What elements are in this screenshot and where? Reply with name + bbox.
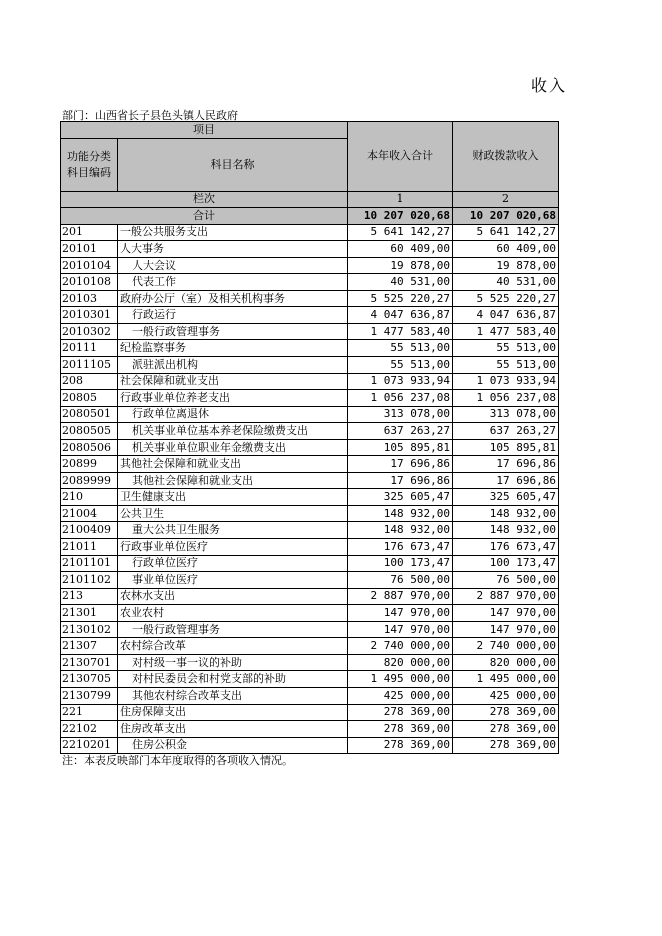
row-fiscal-income: 278 369,00 xyxy=(453,704,559,721)
row-fiscal-income: 278 369,00 xyxy=(453,721,559,738)
column-number-2: 2 xyxy=(453,191,559,208)
row-name: 农业农村 xyxy=(118,605,348,622)
table-row xyxy=(61,489,559,506)
row-code: 21307 xyxy=(61,638,118,655)
row-code: 2130705 xyxy=(61,671,118,688)
row-fiscal-income: 100 173,47 xyxy=(453,555,559,572)
row-name: 机关事业单位职业年金缴费支出 xyxy=(118,439,348,456)
page-title: 收入 xyxy=(531,76,568,95)
row-name: 一般公共服务支出 xyxy=(118,224,348,241)
table-row xyxy=(61,224,559,241)
row-total-income: 1 073 933,94 xyxy=(348,373,453,390)
row-total-income: 2 740 000,00 xyxy=(348,638,453,655)
row-name: 住房公积金 xyxy=(118,737,348,754)
row-total-income: 820 000,00 xyxy=(348,654,453,671)
table-row xyxy=(61,522,559,539)
row-code: 2130102 xyxy=(61,621,118,638)
row-name: 纪检监察事务 xyxy=(118,340,348,357)
total-fiscal-value: 10 207 020,68 xyxy=(453,208,559,225)
row-code: 2080506 xyxy=(61,439,118,456)
table-row xyxy=(61,505,559,522)
row-fiscal-income: 1 495 000,00 xyxy=(453,671,559,688)
row-name: 农村综合改革 xyxy=(118,638,348,655)
row-total-income: 5 641 142,27 xyxy=(348,224,453,241)
table-row xyxy=(61,671,559,688)
row-total-income: 5 525 220,27 xyxy=(348,290,453,307)
table-row xyxy=(61,406,559,423)
department-label: 部门：山西省长子县色头镇人民政府 xyxy=(62,109,238,122)
column-number-1: 1 xyxy=(348,191,453,208)
row-name: 行政事业单位养老支出 xyxy=(118,390,348,407)
table-row xyxy=(61,307,559,324)
row-code: 2080505 xyxy=(61,423,118,440)
row-name: 机关事业单位基本养老保险缴费支出 xyxy=(118,423,348,440)
row-name: 社会保障和就业支出 xyxy=(118,373,348,390)
row-total-income: 278 369,00 xyxy=(348,704,453,721)
row-name: 住房保障支出 xyxy=(118,704,348,721)
row-fiscal-income: 2 740 000,00 xyxy=(453,638,559,655)
row-name: 其他农村综合改革支出 xyxy=(118,687,348,704)
income-table xyxy=(60,121,559,754)
row-fiscal-income: 1 073 933,94 xyxy=(453,373,559,390)
row-code: 2130701 xyxy=(61,654,118,671)
table-row xyxy=(61,290,559,307)
row-total-income: 2 887 970,00 xyxy=(348,588,453,605)
table-row xyxy=(61,721,559,738)
table-row xyxy=(61,357,559,374)
row-total-income: 1 495 000,00 xyxy=(348,671,453,688)
table-row xyxy=(61,539,559,556)
row-code: 2010104 xyxy=(61,257,118,274)
row-code: 21301 xyxy=(61,605,118,622)
table-row xyxy=(61,654,559,671)
row-fiscal-income: 147 970,00 xyxy=(453,621,559,638)
table-row xyxy=(61,621,559,638)
row-fiscal-income: 5 641 142,27 xyxy=(453,224,559,241)
header-code-line2: 科目编码 xyxy=(67,165,111,179)
row-name: 公共卫生 xyxy=(118,505,348,522)
row-code: 2130799 xyxy=(61,687,118,704)
row-fiscal-income: 147 970,00 xyxy=(453,605,559,622)
row-total-income: 76 500,00 xyxy=(348,572,453,589)
row-name: 行政事业单位医疗 xyxy=(118,539,348,556)
row-fiscal-income: 17 696,86 xyxy=(453,472,559,489)
row-name: 重大公共卫生服务 xyxy=(118,522,348,539)
table-row xyxy=(61,555,559,572)
row-fiscal-income: 637 263,27 xyxy=(453,423,559,440)
row-code: 2089999 xyxy=(61,472,118,489)
row-fiscal-income: 17 696,86 xyxy=(453,456,559,473)
row-total-income: 1 056 237,08 xyxy=(348,390,453,407)
table-row xyxy=(61,638,559,655)
table-row xyxy=(61,605,559,622)
row-total-income: 278 369,00 xyxy=(348,721,453,738)
row-name: 行政单位离退休 xyxy=(118,406,348,423)
row-total-income: 148 932,00 xyxy=(348,505,453,522)
row-total-income: 176 673,47 xyxy=(348,539,453,556)
row-total-income: 278 369,00 xyxy=(348,737,453,754)
row-name: 其他社会保障和就业支出 xyxy=(118,456,348,473)
row-name: 一般行政管理事务 xyxy=(118,621,348,638)
row-total-income: 55 513,00 xyxy=(348,357,453,374)
row-fiscal-income: 176 673,47 xyxy=(453,539,559,556)
row-total-income: 325 605,47 xyxy=(348,489,453,506)
table-row xyxy=(61,472,559,489)
row-fiscal-income: 2 887 970,00 xyxy=(453,588,559,605)
row-fiscal-income: 313 078,00 xyxy=(453,406,559,423)
row-fiscal-income: 4 047 636,87 xyxy=(453,307,559,324)
row-code: 2011105 xyxy=(61,357,118,374)
row-code: 2010108 xyxy=(61,274,118,291)
row-total-income: 105 895,81 xyxy=(348,439,453,456)
row-total-income: 17 696,86 xyxy=(348,456,453,473)
row-name: 其他社会保障和就业支出 xyxy=(118,472,348,489)
row-fiscal-income: 148 932,00 xyxy=(453,505,559,522)
row-name: 卫生健康支出 xyxy=(118,489,348,506)
header-item: 项目 xyxy=(61,122,348,139)
row-fiscal-income: 1 477 583,40 xyxy=(453,323,559,340)
row-name: 事业单位医疗 xyxy=(118,572,348,589)
row-total-income: 148 932,00 xyxy=(348,522,453,539)
row-code: 2010301 xyxy=(61,307,118,324)
row-total-income: 637 263,27 xyxy=(348,423,453,440)
row-name: 政府办公厅（室）及相关机构事务 xyxy=(118,290,348,307)
row-total-income: 313 078,00 xyxy=(348,406,453,423)
row-fiscal-income: 19 878,00 xyxy=(453,257,559,274)
row-code: 20111 xyxy=(61,340,118,357)
total-label: 合计 xyxy=(61,208,348,225)
table-row xyxy=(61,423,559,440)
row-code: 2100409 xyxy=(61,522,118,539)
row-total-income: 19 878,00 xyxy=(348,257,453,274)
column-label: 栏次 xyxy=(61,191,348,208)
row-code: 20101 xyxy=(61,241,118,258)
table-row xyxy=(61,456,559,473)
row-name: 农林水支出 xyxy=(118,588,348,605)
row-code: 2010302 xyxy=(61,323,118,340)
row-code: 2101101 xyxy=(61,555,118,572)
header-code xyxy=(61,138,118,191)
row-total-income: 147 970,00 xyxy=(348,605,453,622)
table-row xyxy=(61,439,559,456)
row-total-income: 425 000,00 xyxy=(348,687,453,704)
table-row xyxy=(61,390,559,407)
table-row xyxy=(61,373,559,390)
header-code-line1: 功能分类 xyxy=(67,149,111,163)
row-name: 行政单位医疗 xyxy=(118,555,348,572)
row-name: 人大会议 xyxy=(118,257,348,274)
row-fiscal-income: 60 409,00 xyxy=(453,241,559,258)
row-code: 2080501 xyxy=(61,406,118,423)
header-fiscal-income: 财政拨款收入 xyxy=(453,122,559,192)
row-name: 代表工作 xyxy=(118,274,348,291)
row-fiscal-income: 325 605,47 xyxy=(453,489,559,506)
row-code: 21004 xyxy=(61,505,118,522)
row-code: 221 xyxy=(61,704,118,721)
row-name: 一般行政管理事务 xyxy=(118,323,348,340)
row-name: 行政运行 xyxy=(118,307,348,324)
header-total-income: 本年收入合计 xyxy=(348,122,453,192)
row-code: 201 xyxy=(61,224,118,241)
total-income-value: 10 207 020,68 xyxy=(348,208,453,225)
row-fiscal-income: 105 895,81 xyxy=(453,439,559,456)
table-row xyxy=(61,257,559,274)
row-total-income: 1 477 583,40 xyxy=(348,323,453,340)
row-fiscal-income: 1 056 237,08 xyxy=(453,390,559,407)
row-code: 22102 xyxy=(61,721,118,738)
row-code: 2210201 xyxy=(61,737,118,754)
row-code: 20103 xyxy=(61,290,118,307)
table-row xyxy=(61,274,559,291)
row-code: 208 xyxy=(61,373,118,390)
row-fiscal-income: 820 000,00 xyxy=(453,654,559,671)
row-fiscal-income: 425 000,00 xyxy=(453,687,559,704)
row-fiscal-income: 148 932,00 xyxy=(453,522,559,539)
row-fiscal-income: 5 525 220,27 xyxy=(453,290,559,307)
row-code: 21011 xyxy=(61,539,118,556)
row-total-income: 55 513,00 xyxy=(348,340,453,357)
header-name: 科目名称 xyxy=(118,138,348,191)
row-total-income: 100 173,47 xyxy=(348,555,453,572)
row-name: 对村级一事一议的补助 xyxy=(118,654,348,671)
row-name: 住房改革支出 xyxy=(118,721,348,738)
row-fiscal-income: 76 500,00 xyxy=(453,572,559,589)
row-total-income: 4 047 636,87 xyxy=(348,307,453,324)
row-total-income: 17 696,86 xyxy=(348,472,453,489)
row-fiscal-income: 55 513,00 xyxy=(453,340,559,357)
row-name: 人大事务 xyxy=(118,241,348,258)
table-row xyxy=(61,704,559,721)
row-fiscal-income: 278 369,00 xyxy=(453,737,559,754)
footnote: 注：本表反映部门本年度取得的各项收入情况。 xyxy=(62,754,293,767)
row-code: 210 xyxy=(61,489,118,506)
row-total-income: 60 409,00 xyxy=(348,241,453,258)
row-fiscal-income: 40 531,00 xyxy=(453,274,559,291)
row-total-income: 147 970,00 xyxy=(348,621,453,638)
table-row xyxy=(61,687,559,704)
row-code: 2101102 xyxy=(61,572,118,589)
row-name: 派驻派出机构 xyxy=(118,357,348,374)
table-row xyxy=(61,572,559,589)
row-code: 213 xyxy=(61,588,118,605)
table-row xyxy=(61,588,559,605)
row-code: 20899 xyxy=(61,456,118,473)
row-name: 对村民委员会和村党支部的补助 xyxy=(118,671,348,688)
table-row xyxy=(61,323,559,340)
table-row xyxy=(61,340,559,357)
table-row xyxy=(61,241,559,258)
row-total-income: 40 531,00 xyxy=(348,274,453,291)
row-code: 20805 xyxy=(61,390,118,407)
row-fiscal-income: 55 513,00 xyxy=(453,357,559,374)
